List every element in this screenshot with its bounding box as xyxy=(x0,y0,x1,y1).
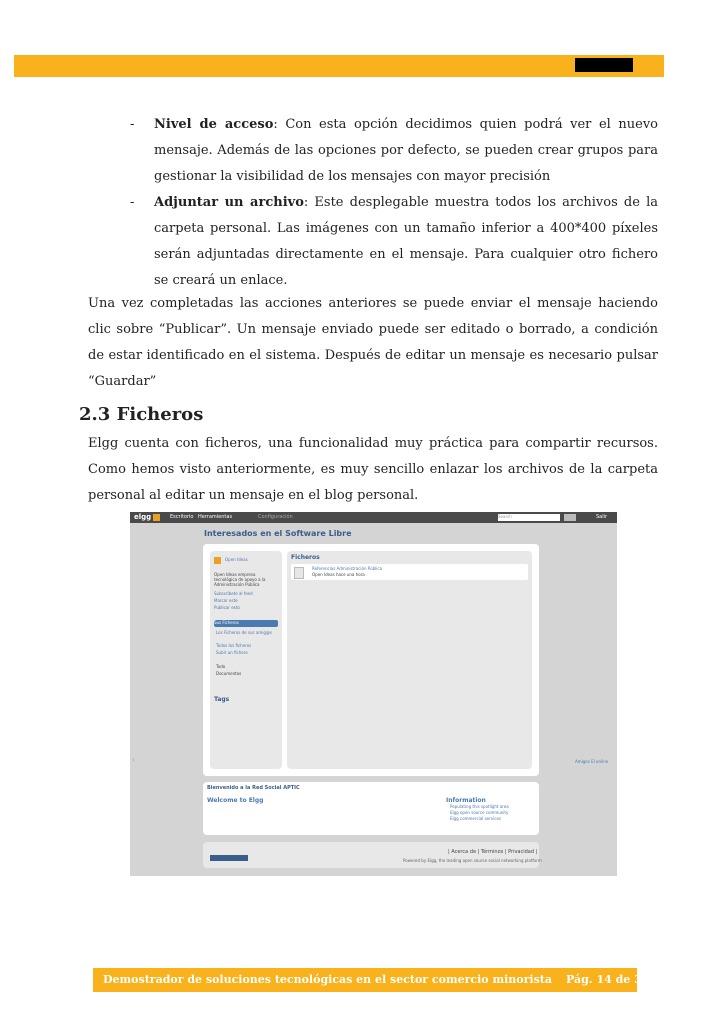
main-title: Ficheros xyxy=(291,554,320,561)
bullet-text: : Con esta opción decidimos quien podrá ver el nuevo mensaje. Además de las opciones por defecto, se pueden crear grupos para gestionar la visibilidad de los mensajes con mayor precisión xyxy=(154,117,658,184)
side-link: Subscríbete al feed xyxy=(214,591,253,596)
menu-herramientas: Herramientas xyxy=(198,514,233,520)
footer-links: | Acerca de | Términos | Privacidad | xyxy=(448,849,538,855)
profile-name: Open Ideas xyxy=(225,557,248,562)
avatar xyxy=(214,557,221,564)
elgg-screenshot xyxy=(130,512,617,876)
paragraph-ficheros: Elgg cuenta con ficheros, una funcionalidad muy práctica para compartir recursos. Como hemos visto anteriormente, es muy sencillo enlazar los archivos de la carpeta personal al editar un mensaje en el blog personal. xyxy=(88,436,658,503)
info-link: Elgg commercial services xyxy=(450,816,502,821)
bullet-adjuntar-archivo xyxy=(130,190,658,294)
tags-title: Tags xyxy=(214,696,230,703)
header-black-block xyxy=(575,58,633,72)
site-title: Interesados en el Software Libre xyxy=(204,529,352,538)
footer-badge xyxy=(210,855,248,861)
info-title: Information xyxy=(446,797,486,804)
menu-escritorio: Escritorio xyxy=(170,514,194,520)
side-cat: Todo xyxy=(216,664,226,669)
right-note: Amigos El online xyxy=(575,759,609,764)
side-menu-item: Subir un fichero xyxy=(216,650,248,655)
menu-configuracion: Configuración xyxy=(258,514,293,520)
side-link: Publicar esto xyxy=(214,605,240,610)
bullet-dash: - xyxy=(130,117,135,132)
welcome-title: Welcome to Elgg xyxy=(207,797,264,804)
main-area xyxy=(287,551,532,769)
bullet-term: Adjuntar un archivo xyxy=(154,195,304,210)
bullet-text: : Este desplegable muestra todos los archivos de la carpeta personal. Las imágenes con un tamaño inferior a 400*400 píxeles serán adjuntadas directamente en el mensaje. Para cualquier otro fichero se creará un enlace. xyxy=(154,195,658,288)
file-meta: Open Ideas hace una hora xyxy=(312,572,365,577)
powered-by: Powered by Elgg, the leading open source social networking platform xyxy=(403,858,542,863)
bullet-dash: - xyxy=(130,195,135,210)
side-menu-item: Todos los ficheros xyxy=(216,643,252,648)
side-link: Marcar este xyxy=(214,598,238,603)
site-footer xyxy=(203,842,539,868)
welcome-panel-title: Bienvenido a la Red Social APTIC xyxy=(207,785,300,791)
page-number: Pág. 14 de 31 xyxy=(566,973,650,986)
left-arrow-icon: ‹ xyxy=(132,756,135,764)
bullet-term: Nivel de acceso xyxy=(154,117,274,132)
profile-desc: Open Ideas empresa tecnológica de apoyo a la Administración Pública xyxy=(214,572,266,587)
bullet-nivel-acceso xyxy=(130,112,658,190)
file-name: Referencias Administración Pública xyxy=(312,566,383,571)
search-button xyxy=(564,514,576,521)
side-selected: Sus Ficheros xyxy=(214,620,278,627)
file-icon xyxy=(294,567,304,579)
info-link: Populating this spotlight area xyxy=(450,804,509,809)
side-cat: Documentos xyxy=(216,671,242,676)
elgg-icon xyxy=(153,514,160,521)
side-menu-item: Los Ficheros de sus amig@s xyxy=(216,630,272,635)
header-bar xyxy=(14,55,664,77)
paragraph-publicar: Una vez completadas las acciones anteriores se puede enviar el mensaje haciendo clic sobre “Publicar”. Un mensaje enviado puede ser editado o borrado, a condición de estar identificado en el sistema. Después de editar un mensaje es necesario pulsar “Guardar” xyxy=(88,296,658,389)
section-heading: 2.3 Ficheros xyxy=(79,404,204,425)
logout-link: Salir xyxy=(596,514,608,520)
info-link: Elgg open source community xyxy=(450,810,509,815)
footer-text: Demostrador de soluciones tecnológicas en el sector comercio minorista xyxy=(103,973,552,986)
elgg-logo: elgg xyxy=(134,513,152,521)
search-input: Search xyxy=(498,514,560,521)
